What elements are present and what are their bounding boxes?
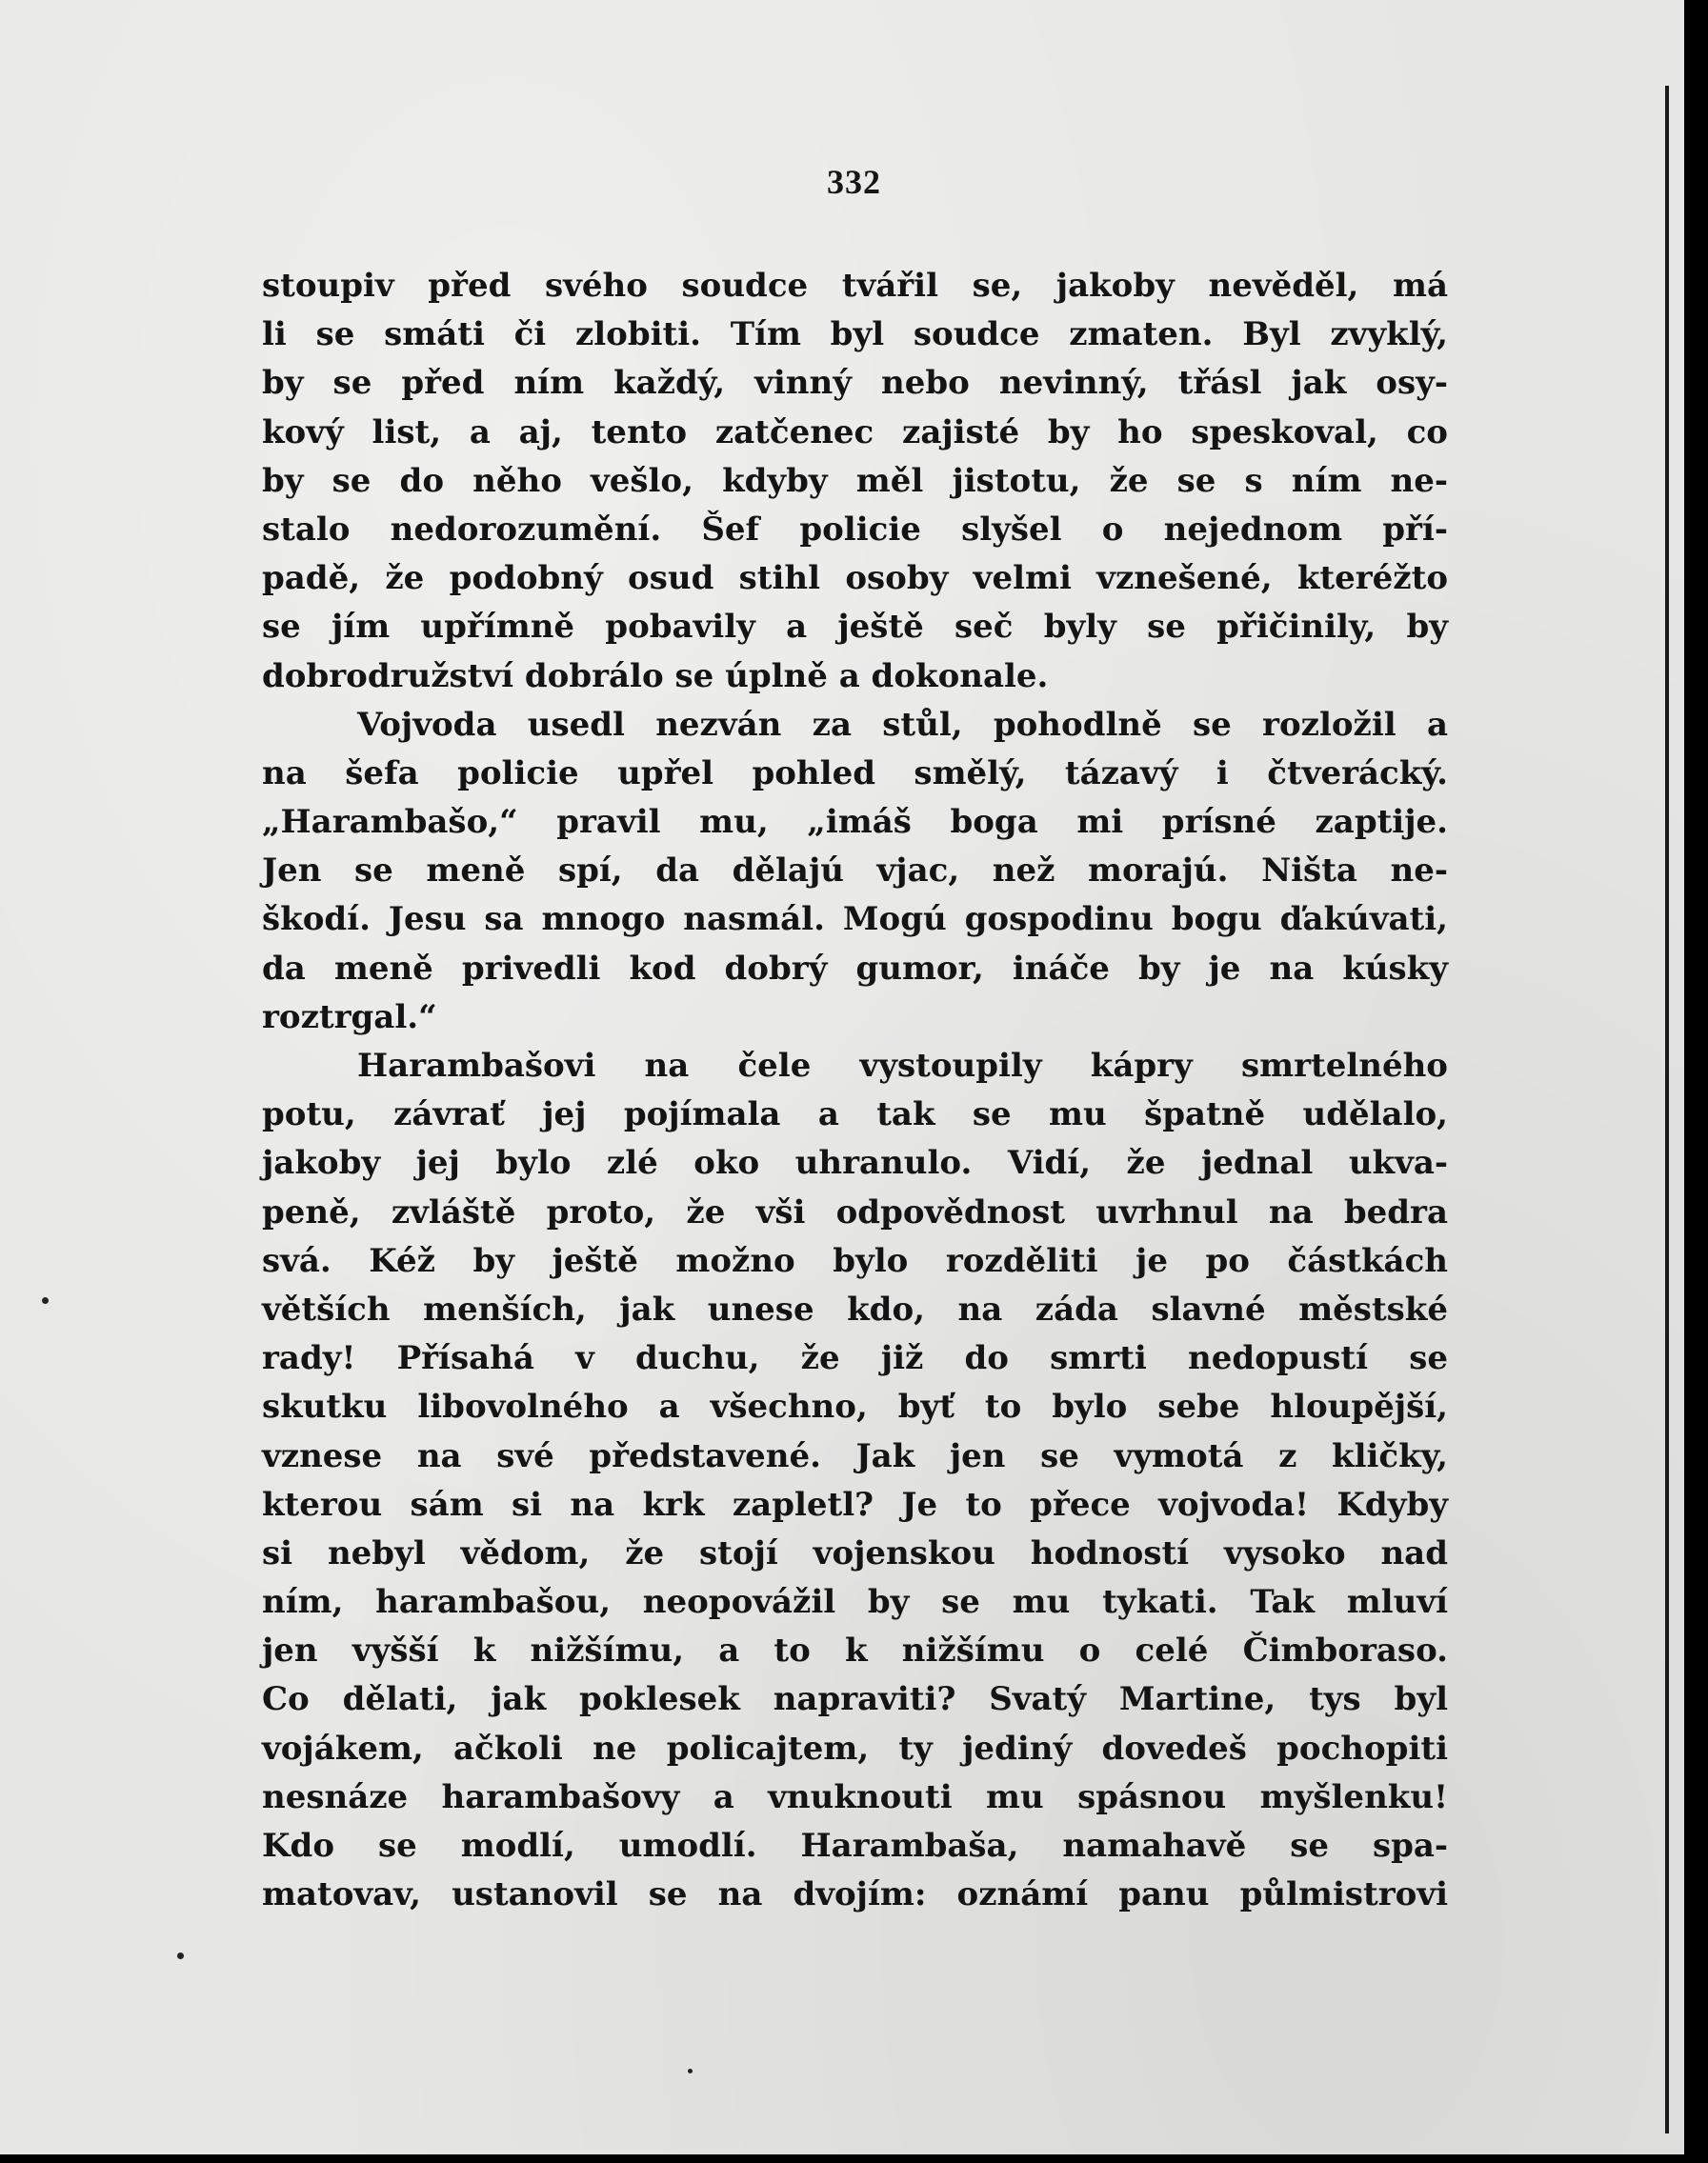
text-line: dobrodružství dobrálo se úplně a dokonale.	[262, 656, 1049, 695]
text-line: Co dělati, jak poklesek napraviti? Svatý Martine, tys byl	[262, 1680, 1448, 1719]
text-line: potu, závrať jej pojímala a tak se mu špatně udělalo,	[262, 1095, 1448, 1134]
text-line: by se do něho vešlo, kdyby měl jistotu, že se s ním ne-	[262, 461, 1448, 500]
text-line: na šefa policie upřel pohled smělý, tázavý i čtverácký.	[262, 753, 1448, 792]
text-line: peně, zvláště proto, že vši odpovědnost uvrhnul na bedra	[262, 1192, 1448, 1232]
text-line: ním, harambašou, neopovážil by se mu tykati. Tak mluví	[262, 1583, 1448, 1622]
text-line: „Harambašo,“ pravil mu, „imáš boga mi prísné zaptije.	[262, 803, 1448, 842]
text-line: svá. Kéž by ještě možno bylo rozděliti je po částkách	[262, 1241, 1448, 1280]
page-edge-shadow	[1665, 86, 1669, 2133]
text-line: Harambašovi na čele vystoupily kápry smrtelného	[357, 1047, 1448, 1085]
text-line: roztrgal.“	[262, 997, 437, 1036]
text-line: da meně privedli kod dobrý gumor, ináče by je na kúsky	[262, 949, 1448, 988]
text-line: li se smáti či zlobiti. Tím byl soudce zmaten. Byl zvyklý,	[262, 315, 1448, 354]
text-line: si nebyl vědom, že stojí vojenskou hodností vysoko nad	[262, 1533, 1448, 1572]
print-speck	[688, 2069, 693, 2073]
print-speck	[42, 1297, 49, 1304]
text-line: Jen se meně spí, da dělajú vjac, než morajú. Ništa ne-	[262, 851, 1448, 891]
text-line: jakoby jej bylo zlé oko uhranulo. Vidí, že jednal ukva-	[262, 1144, 1448, 1183]
text-line: padě, že podobný osud stihl osoby velmi vznešené, kteréžto	[262, 559, 1448, 598]
text-line: vojákem, ačkoli ne policajtem, ty jediný dovedeš pochopiti	[262, 1729, 1448, 1768]
text-line: kterou sám si na krk zapletl? Je to přece vojvoda! Kdyby	[262, 1485, 1448, 1524]
text-line: se jím upřímně pobavily a ještě seč byly se přičinily, by	[262, 608, 1448, 647]
text-line: Kdo se modlí, umodlí. Harambaša, namahavě se spa-	[262, 1827, 1448, 1865]
text-line: kový list, a aj, tento zatčenec zajisté by ho speskoval, co	[262, 412, 1448, 451]
page-number: 332	[827, 163, 881, 201]
text-line: rady! Přísahá v duchu, že již do smrti nedopustí se	[262, 1339, 1448, 1378]
text-line: nesnáze harambašovy a vnuknouti mu spásnou myšlenku!	[262, 1777, 1448, 1816]
text-line: škodí. Jesu sa mnogo nasmál. Mogú gospodinu bogu ďakúvati,	[262, 900, 1448, 939]
text-line: stoupiv před svého soudce tvářil se, jakoby nevěděl, má	[262, 267, 1448, 305]
text-line: by se před ním každý, vinný nebo nevinný, třásl jak osy-	[262, 364, 1448, 403]
text-line: stalo nedorozumění. Šef policie slyšel o nejednom pří-	[262, 510, 1448, 549]
text-line: skutku libovolného a všechno, byť to bylo sebe hloupější,	[262, 1388, 1448, 1427]
text-line: vznese na své představené. Jak jen se vymotá z kličky,	[262, 1436, 1448, 1475]
text-line: větších menších, jak unese kdo, na záda slavné městské	[262, 1290, 1448, 1329]
text-line: matovav, ustanovil se na dvojím: oznámí panu půlmistrovi	[262, 1875, 1448, 1914]
body-text	[262, 262, 1448, 1919]
text-line: Vojvoda usedl nezván za stůl, pohodlně se rozložil a	[357, 705, 1448, 744]
text-line: jen vyšší k nižšímu, a to k nižšímu o celé Čimboraso.	[262, 1632, 1448, 1671]
print-speck	[177, 1953, 184, 1959]
